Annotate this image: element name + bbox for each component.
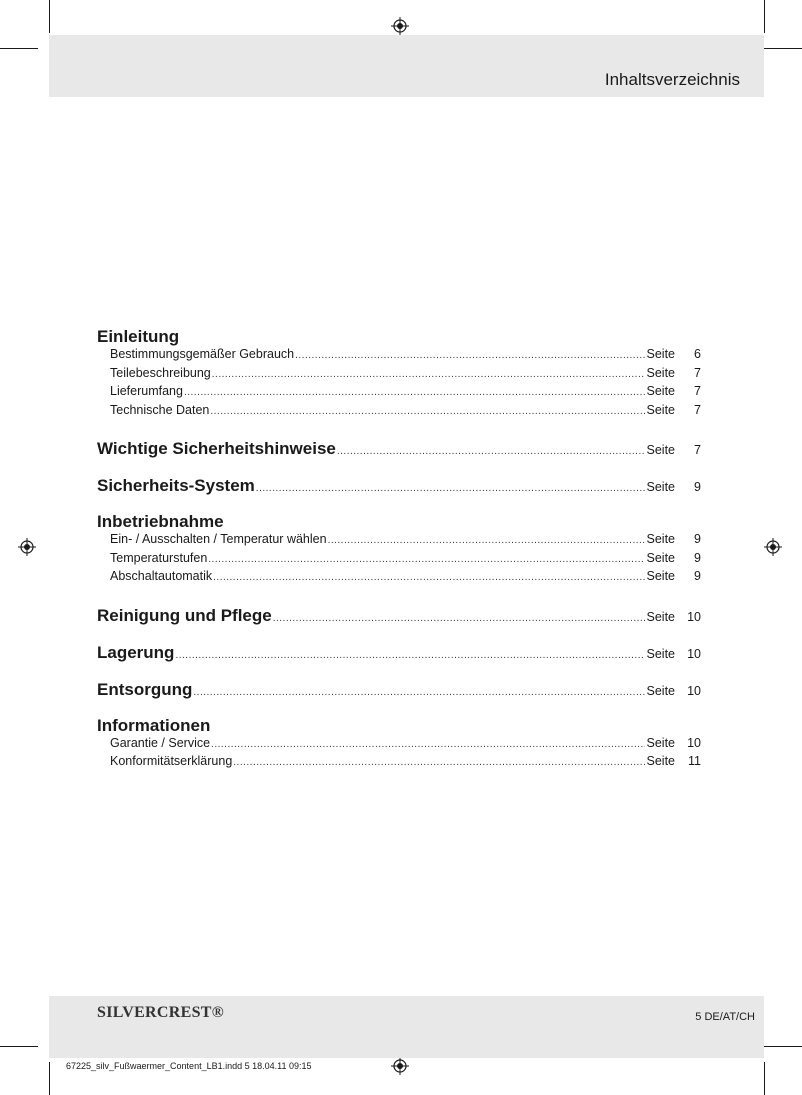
toc-section-title: Wichtige Sicherheitshinweise — [97, 439, 336, 458]
toc-section-title: Sicherheits-System — [97, 476, 255, 495]
leader-dots — [193, 687, 644, 698]
leader-dots — [295, 350, 644, 361]
toc-entry[interactable] — [97, 736, 701, 755]
page-number: 10 — [687, 735, 701, 750]
leader-dots — [256, 483, 645, 494]
page-word: Seite — [646, 443, 675, 457]
toc-entry-label: Konformitätserklärung — [110, 754, 233, 768]
page-number: 9 — [694, 550, 701, 565]
toc-section-title: Entsorgung — [97, 679, 193, 699]
page-word: Seite — [646, 384, 675, 398]
crop-mark — [764, 0, 765, 33]
leader-dots — [233, 757, 644, 768]
page-number: 7 — [694, 402, 701, 417]
page-number: 9 — [694, 569, 701, 583]
page-number: 7 — [694, 365, 701, 380]
page-word: Seite — [646, 735, 675, 750]
toc-entry[interactable] — [97, 569, 701, 588]
leader-dots — [337, 446, 645, 457]
page-word: Seite — [646, 532, 675, 546]
page-number: 10 — [687, 646, 701, 661]
toc-entry[interactable] — [97, 384, 701, 403]
page-word: Seite — [646, 569, 675, 583]
page-number: 10 — [687, 683, 701, 698]
page-word: Seite — [646, 480, 675, 494]
toc-entry[interactable] — [97, 366, 701, 385]
toc-entry-label: Garantie / Service — [110, 735, 211, 750]
toc-entry[interactable] — [97, 551, 701, 570]
page-word: Seite — [646, 402, 675, 417]
leader-dots — [328, 535, 645, 546]
toc-entry-label: Bestimmungsgemäßer Gebrauch — [110, 347, 295, 361]
leader-dots — [184, 387, 645, 398]
crop-mark — [49, 0, 50, 33]
table-of-contents — [97, 326, 701, 773]
registration-mark-icon — [391, 1057, 409, 1075]
toc-section-title: Inbetriebnahme — [97, 512, 224, 531]
toc-section-title: Einleitung — [97, 327, 180, 346]
toc-section-title: Informationen — [97, 715, 211, 735]
page-number: 10 — [687, 609, 701, 624]
toc-entry[interactable] — [97, 680, 701, 705]
registration-mark-icon — [18, 538, 36, 556]
toc-entry-label: Temperaturstufen — [110, 550, 208, 565]
registration-mark-icon — [391, 17, 409, 35]
toc-entry-label: Technische Daten — [110, 402, 210, 417]
leader-dots — [175, 650, 644, 661]
toc-entry[interactable] — [97, 606, 701, 631]
page-word: Seite — [646, 365, 675, 380]
page-word: Seite — [646, 646, 675, 661]
leader-dots — [208, 554, 644, 565]
toc-entry-label: Abschaltautomatik — [110, 569, 213, 583]
toc-entry[interactable] — [97, 347, 701, 366]
registration-mark-icon — [764, 538, 782, 556]
leader-dots — [273, 613, 645, 624]
page-number: 9 — [694, 532, 701, 546]
toc-entry[interactable] — [97, 476, 701, 501]
brand-logo: SILVERCREST® — [97, 1004, 225, 1021]
toc-section-title: Lagerung — [97, 642, 175, 662]
crop-mark — [0, 1046, 38, 1047]
page-number: 6 — [694, 347, 701, 361]
toc-entry[interactable] — [97, 403, 701, 422]
toc-section-title: Reinigung und Pflege — [97, 605, 272, 625]
crop-mark — [764, 1062, 765, 1095]
page-number: 9 — [694, 480, 701, 494]
page-number: 11 — [688, 754, 701, 768]
toc-entry[interactable] — [97, 754, 701, 773]
crop-mark — [764, 1046, 802, 1047]
toc-entry-label: Ein- / Ausschalten / Temperatur wählen — [110, 532, 327, 546]
page-word: Seite — [646, 754, 675, 768]
page-title: Inhaltsverzeichnis — [604, 70, 740, 89]
leader-dots — [212, 369, 645, 380]
toc-entry[interactable] — [97, 439, 701, 464]
toc-entry[interactable] — [97, 532, 701, 551]
toc-entry-label: Teilebeschreibung — [110, 365, 211, 380]
crop-mark — [764, 48, 802, 49]
page-number: 7 — [694, 443, 701, 457]
page-word: Seite — [646, 347, 675, 361]
crop-mark — [49, 1062, 50, 1095]
page-number: 7 — [694, 384, 701, 398]
toc-entry[interactable] — [97, 643, 701, 668]
page-word: Seite — [646, 683, 675, 698]
crop-mark — [0, 48, 38, 49]
leader-dots — [213, 572, 644, 583]
page-word: Seite — [646, 550, 675, 565]
print-slug: 67225_silv_Fußwaermer_Content_LB1.indd 5 18.04.11 09:15 — [66, 1061, 312, 1071]
leader-dots — [210, 406, 644, 417]
toc-entry-label: Lieferumfang — [110, 384, 183, 398]
page-word: Seite — [646, 609, 675, 624]
leader-dots — [211, 739, 644, 750]
page-number-label: 5 DE/AT/CH — [695, 1011, 755, 1023]
